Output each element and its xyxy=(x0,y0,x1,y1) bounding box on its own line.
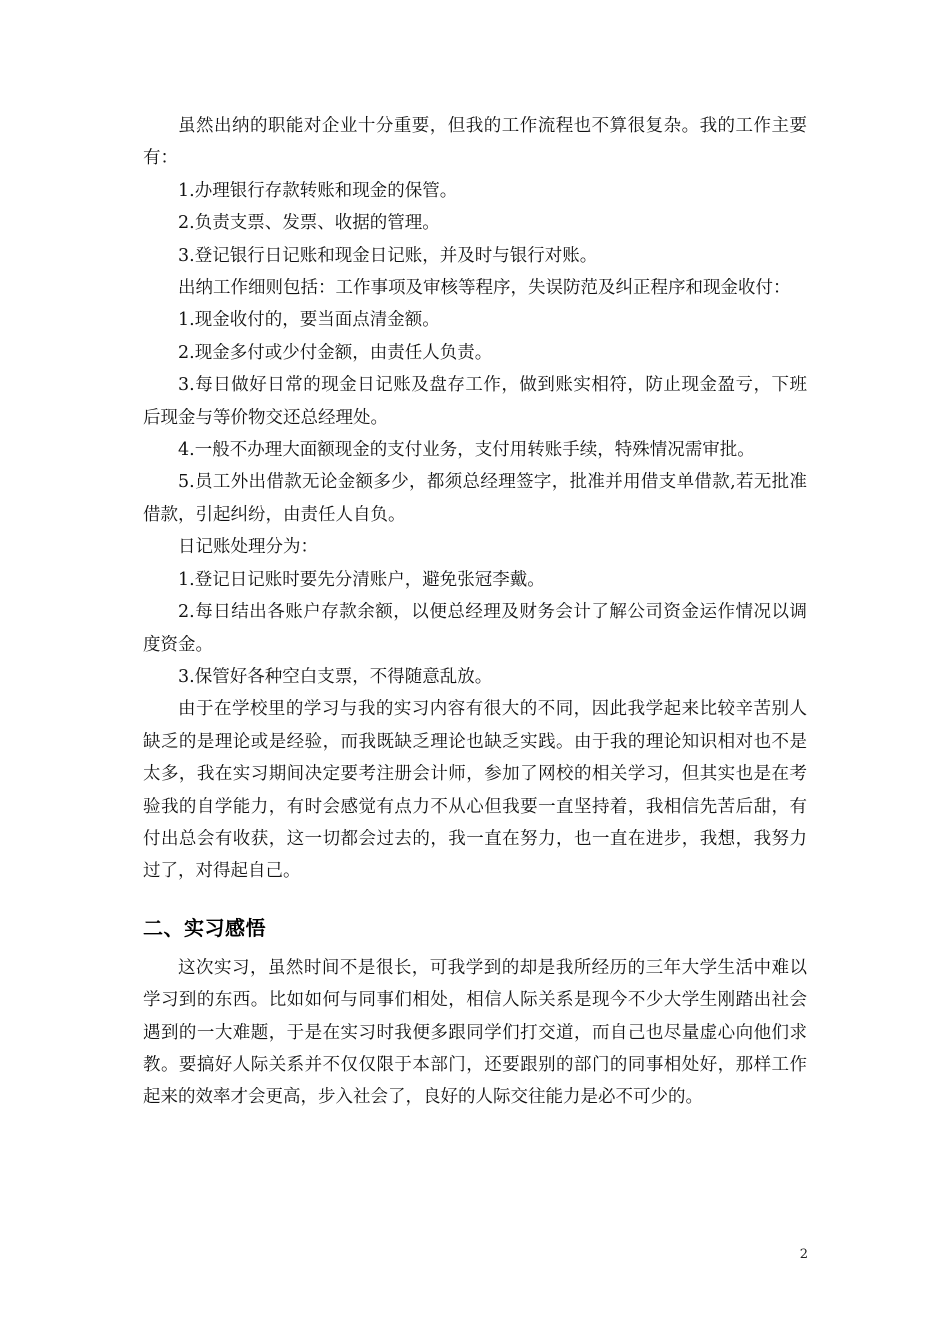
list-item: 1.现金收付的，要当面点清金额。 xyxy=(178,310,440,331)
paragraph: 由于在学校里的学习与我的实习内容有很大的不同，因此我学起来比较辛苦别人缺乏的是理论或是经验，而我既缺乏理论也缺乏实践。由于我的理论知识相对也不是太多，我在实习期间决定要考注册会计师，参加了网校的相关学习，但其实也是在考验我的自学能力，有时会感觉有点力不从心但我要一直坚持着，我相信先苦后甜，有付出总会有收获，这一切都会过去的，我一直在努力，也一直在进步，我想，我努力过了，对得起自己。 xyxy=(143,699,807,882)
list-item: 2.现金多付或少付金额，由责任人负责。 xyxy=(178,342,493,363)
paragraph: 日记账处理分为： xyxy=(178,537,318,558)
list-item: 3.每日做好日常的现金日记账及盘存工作，做到账实相符，防止现金盈亏，下班后现金与等价物交还总经理处。 xyxy=(143,375,807,428)
list-item: 2.每日结出各账户存款余额，以便总经理及财务会计了解公司资金运作情况以调度资金。 xyxy=(143,602,807,655)
document-body xyxy=(143,110,807,1114)
list-item: 3.保管好各种空白支票，不得随意乱放。 xyxy=(178,666,493,687)
paragraph: 出纳工作细则包括：工作事项及审核等程序，失误防范及纠正程序和现金收付： xyxy=(178,278,791,299)
paragraph: 虽然出纳的职能对企业十分重要，但我的工作流程也不算很复杂。我的工作主要有： xyxy=(143,116,807,169)
list-item: 3.登记银行日记账和现金日记账，并及时与银行对账。 xyxy=(178,245,598,266)
page-number: 2 xyxy=(799,1247,808,1262)
list-item: 1.办理银行存款转账和现金的保管。 xyxy=(178,180,458,201)
list-item: 4.一般不办理大面额现金的支付业务，支付用转账手续，特殊情况需审批。 xyxy=(178,440,755,461)
paragraph: 这次实习，虽然时间不是很长，可我学到的却是我所经历的三年大学生活中难以学习到的东西。比如如何与同事们相处，相信人际关系是现今不少大学生刚踏出社会遇到的一大难题，于是在实习时我便多跟同学们打交道，而自己也尽量虚心向他们求教。要搞好人际关系并不仅仅限于本部门，还要跟别的部门的同事相处好，那样工作起来的效率才会更高，步入社会了，良好的人际交往能力是必不可少的。 xyxy=(143,957,807,1108)
list-item: 2.负责支票、发票、收据的管理。 xyxy=(178,213,440,234)
list-item: 1.登记日记账时要先分清账户，避免张冠李戴。 xyxy=(178,569,545,590)
section-heading: 二、实习感悟 xyxy=(143,915,266,940)
list-item: 5.员工外出借款无论金额多少，都须总经理签字，批准并用借支单借款,若无批准借款，引起纠纷，由责任人自负。 xyxy=(143,472,807,525)
